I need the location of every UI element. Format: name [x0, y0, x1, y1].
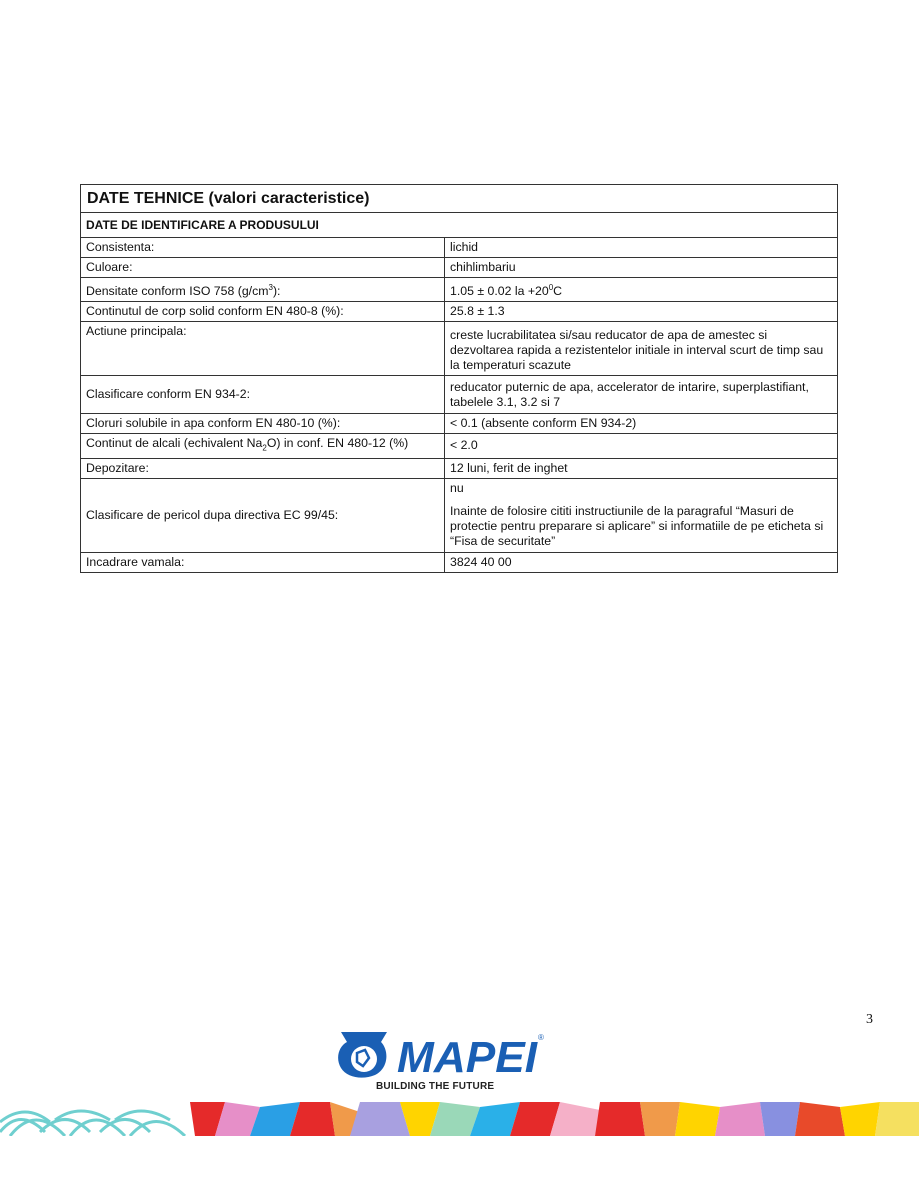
row-value: creste lucrabilitatea si/sau reducator de apa de amestec si dezvoltarea rapida a rezistentelor initiale in interval scurt de timp sau la temperaturi scazute	[445, 322, 838, 376]
row-label: Continutul de corp solid conform EN 480-8 (%):	[81, 302, 445, 322]
row-value: < 2.0	[445, 434, 838, 458]
svg-text:MAPEI: MAPEI	[397, 1033, 538, 1080]
table-row	[81, 458, 838, 478]
table-row	[81, 434, 838, 458]
row-value	[445, 478, 838, 552]
row-label: Culoare:	[81, 258, 445, 278]
row-value: 3824 40 00	[445, 552, 838, 572]
label-text: Continut de alcali (echivalent Na	[86, 436, 263, 451]
row-label	[81, 434, 445, 458]
row-label	[81, 278, 445, 302]
row-label: Actiune principala:	[81, 322, 445, 376]
row-label: Cloruri solubile in apa conform EN 480-10 (%):	[81, 414, 445, 434]
label-text: Densitate conform ISO 758 (g/cm	[86, 284, 269, 299]
table-row	[81, 414, 838, 434]
wave-pattern	[0, 1111, 185, 1136]
table-row	[81, 478, 838, 552]
value-text: 1.05 ± 0.02 la +20	[450, 284, 549, 299]
label-text: O) in conf. EN 480-12 (%)	[266, 436, 409, 451]
row-label: Clasificare de pericol dupa directiva EC 99/45:	[81, 478, 445, 552]
row-value	[445, 278, 838, 302]
row-label: Depozitare:	[81, 458, 445, 478]
value-text: Inainte de folosire cititi instructiunile de la paragraful “Masuri de protectie pentru preparare si aplicare” si informatiile de pe eticheta si “Fisa de securitate”	[450, 503, 824, 548]
table-title: DATE TEHNICE (valori caracteristice)	[81, 185, 838, 213]
tagline: BUILDING THE FUTURE	[376, 1081, 495, 1092]
row-label: Clasificare conform EN 934-2:	[81, 376, 445, 414]
value-text: C	[553, 284, 563, 299]
row-value: 25.8 ± 1.3	[445, 302, 838, 322]
row-value: 12 luni, ferit de inghet	[445, 458, 838, 478]
table-row	[81, 552, 838, 572]
value-text: nu	[450, 480, 464, 495]
table-row	[81, 376, 838, 414]
superscript: 3	[268, 283, 273, 292]
table-row	[81, 278, 838, 302]
page-number: 3	[866, 1012, 873, 1027]
svg-text:®: ®	[538, 1033, 544, 1042]
row-value: reducator puternic de apa, accelerator de intarire, superplastifiant, tabelele 3.1, 3.2 si 7	[445, 376, 838, 414]
table-row	[81, 322, 838, 376]
table-subtitle: DATE DE IDENTIFICARE A PRODUSULUI	[81, 213, 838, 238]
row-value: < 0.1 (absente conform EN 934-2)	[445, 414, 838, 434]
superscript: 0	[548, 283, 554, 292]
row-value: chihlimbariu	[445, 258, 838, 278]
table-row	[81, 258, 838, 278]
mapei-logo	[335, 1028, 550, 1080]
label-text: ):	[272, 284, 281, 299]
subscript: 2	[262, 443, 267, 453]
technical-data-table	[80, 184, 838, 573]
row-label: Consistenta:	[81, 238, 445, 258]
row-value: lichid	[445, 238, 838, 258]
table-row	[81, 302, 838, 322]
mosaic-pattern	[190, 1102, 919, 1136]
row-label: Incadrare vamala:	[81, 552, 445, 572]
decorative-banner	[0, 1102, 919, 1136]
table-row	[81, 238, 838, 258]
